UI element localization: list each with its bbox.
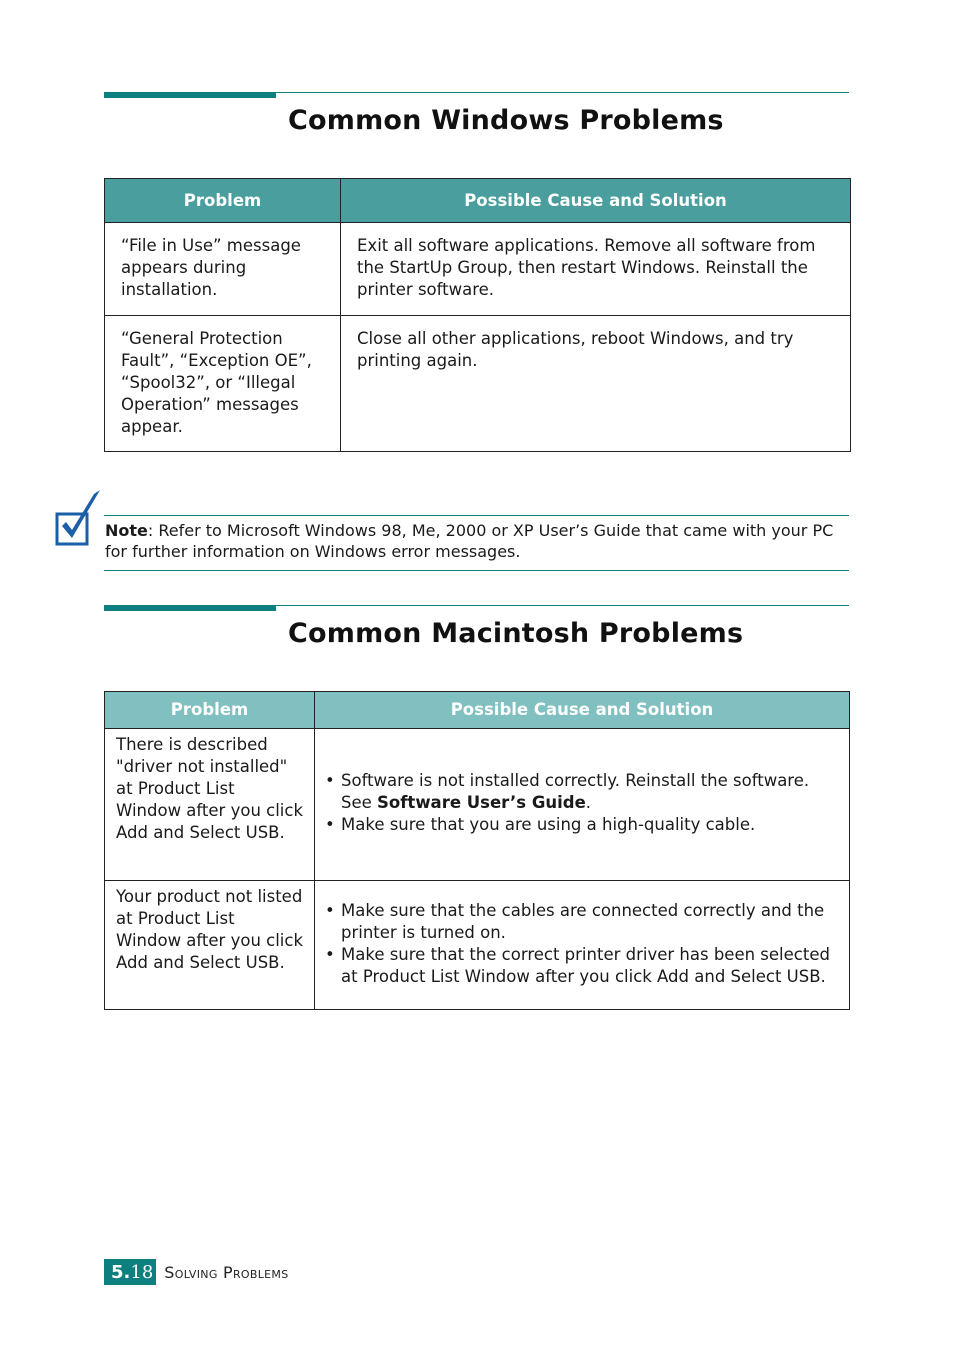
note-box xyxy=(104,515,849,571)
rule-thin xyxy=(276,92,849,93)
solution-cell xyxy=(315,881,850,1010)
section-title-windows: Common Windows Problems xyxy=(288,105,724,136)
header-solution: Possible Cause and Solution xyxy=(341,179,851,223)
problem-cell: “General Protection Fault”, “Exception OE”, “Spool32”, or “Illegal Operation” messages appear. xyxy=(105,316,341,452)
table-header-row xyxy=(105,692,850,729)
problem-cell: Your product not listed at Product List Window after you click Add and Select USB. xyxy=(105,881,315,1010)
solution-cell xyxy=(315,729,850,881)
page-number-box xyxy=(104,1259,156,1285)
solution-list xyxy=(325,900,839,988)
header-solution: Possible Cause and Solution xyxy=(315,692,850,729)
bullet-text: Software is not installed correctly. Reinstall the software. See xyxy=(341,771,810,812)
list-item: • Make sure that the correct printer driver has been selected at Product List Window after you click Add and Select USB. xyxy=(325,944,839,988)
header-problem: Problem xyxy=(105,692,315,729)
guide-reference: Software User’s Guide xyxy=(377,793,586,812)
section-rule-mac xyxy=(104,605,849,611)
note-label: Note xyxy=(105,521,148,540)
table-row xyxy=(105,881,850,1010)
note-body: : Refer to Microsoft Windows 98, Me, 2000 or XP User’s Guide that came with your PC for further information on Windows error messages. xyxy=(105,521,834,561)
list-item: • Make sure that the cables are connected correctly and the printer is turned on. xyxy=(325,900,839,944)
list-item xyxy=(325,770,839,814)
header-problem: Problem xyxy=(105,179,341,223)
solution-cell: Exit all software applications. Remove all software from the StartUp Group, then restart Windows. Reinstall the printer software. xyxy=(341,223,851,316)
chapter-title: Solving Problems xyxy=(164,1262,289,1282)
rule-thick xyxy=(104,92,276,98)
windows-problems-table xyxy=(104,178,851,452)
list-item: • Make sure that you are using a high-quality cable. xyxy=(325,814,839,836)
problem-cell: “File in Use” message appears during installation. xyxy=(105,223,341,316)
section-rule-windows xyxy=(104,92,849,98)
table-row xyxy=(105,729,850,881)
note-checkmark-icon xyxy=(54,486,104,548)
page-number: 18 xyxy=(130,1261,154,1283)
rule-thick xyxy=(104,605,276,611)
problem-cell: There is described "driver not installed" at Product List Window after you click Add and Select USB. xyxy=(105,729,315,881)
table-row xyxy=(105,223,851,316)
solution-cell: Close all other applications, reboot Windows, and try printing again. xyxy=(341,316,851,452)
mac-problems-table xyxy=(104,691,850,1010)
bullet-text: . xyxy=(585,793,592,812)
chapter-number: 5. xyxy=(111,1261,131,1283)
section-title-mac: Common Macintosh Problems xyxy=(288,618,744,649)
rule-thin xyxy=(276,605,849,606)
solution-list xyxy=(325,770,839,836)
table-row xyxy=(105,316,851,452)
table-header-row xyxy=(105,179,851,223)
page-footer xyxy=(104,1259,288,1285)
note-text xyxy=(105,520,849,562)
